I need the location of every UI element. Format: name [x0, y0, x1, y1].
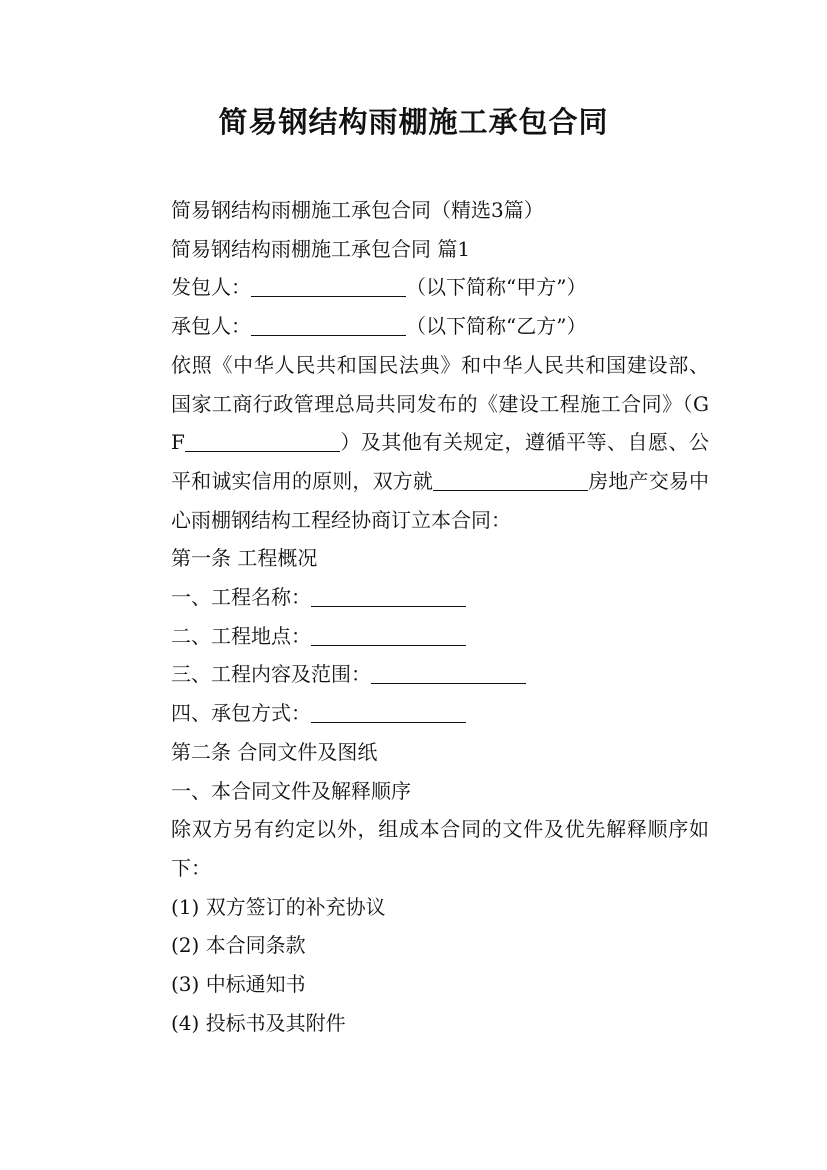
party-a-label: 发包人：	[171, 275, 251, 300]
article2-heading: 第二条 合同文件及图纸	[171, 739, 378, 764]
list-item: (4) 投标书及其附件	[171, 1010, 346, 1035]
preamble-part2: ）及其他有关规定，遵循平等、自愿、公平和诚实信用的原则，双方就	[171, 430, 709, 493]
list-item: (1) 双方签订的补充协议	[171, 894, 386, 919]
list-item: (2) 本合同条款	[171, 933, 306, 958]
subtitle: 简易钢结构雨棚施工承包合同（精选3篇）	[171, 198, 544, 222]
list-item: (3) 中标通知书	[171, 972, 306, 997]
party-b-blank	[251, 309, 406, 336]
item-blank	[311, 619, 466, 646]
party-b-note: （以下简称“乙方”）	[406, 314, 587, 339]
party-a-line	[127, 268, 709, 307]
document-title: 简易钢结构雨棚施工承包合同	[218, 105, 609, 139]
preamble-part3: 房地产交易中心雨棚钢结构工程经协商订立本合同：	[171, 468, 709, 532]
party-b-line	[127, 307, 709, 346]
article2-sub-heading: 一、本合同文件及解释顺序	[171, 778, 411, 803]
party-b-label: 承包人：	[171, 314, 251, 339]
party-a-blank	[251, 270, 406, 297]
item-label: 四、承包方式：	[171, 701, 311, 726]
item-label: 二、工程地点：	[171, 623, 311, 648]
article2-paragraph: 除双方另有约定以外，组成本合同的文件及优先解释顺序如下：	[171, 817, 709, 880]
preamble-part1: 依照《中华人民共和国民法典》和中华人民共和国建设部、国家工商行政管理总局共同发布的《建设工程施工合同》（GF	[171, 352, 709, 455]
project-name-blank	[433, 464, 588, 491]
article1-item-project-scope	[127, 655, 709, 694]
gf-number-blank	[185, 425, 340, 452]
document-body	[127, 191, 709, 1042]
item-label: 一、工程名称：	[171, 585, 311, 610]
item-blank	[311, 580, 466, 607]
party-a-note: （以下简称“甲方”）	[406, 275, 587, 300]
article1-item-project-location	[127, 617, 709, 656]
section-heading: 简易钢结构雨棚施工承包合同 篇1	[171, 236, 471, 261]
preamble-paragraph	[127, 346, 709, 540]
article1-heading: 第一条 工程概况	[171, 546, 318, 571]
item-label: 三、工程内容及范围：	[171, 662, 371, 687]
item-blank	[311, 696, 466, 723]
article1-item-project-name	[127, 578, 709, 617]
item-blank	[371, 657, 526, 684]
article1-item-contract-method	[127, 694, 709, 733]
